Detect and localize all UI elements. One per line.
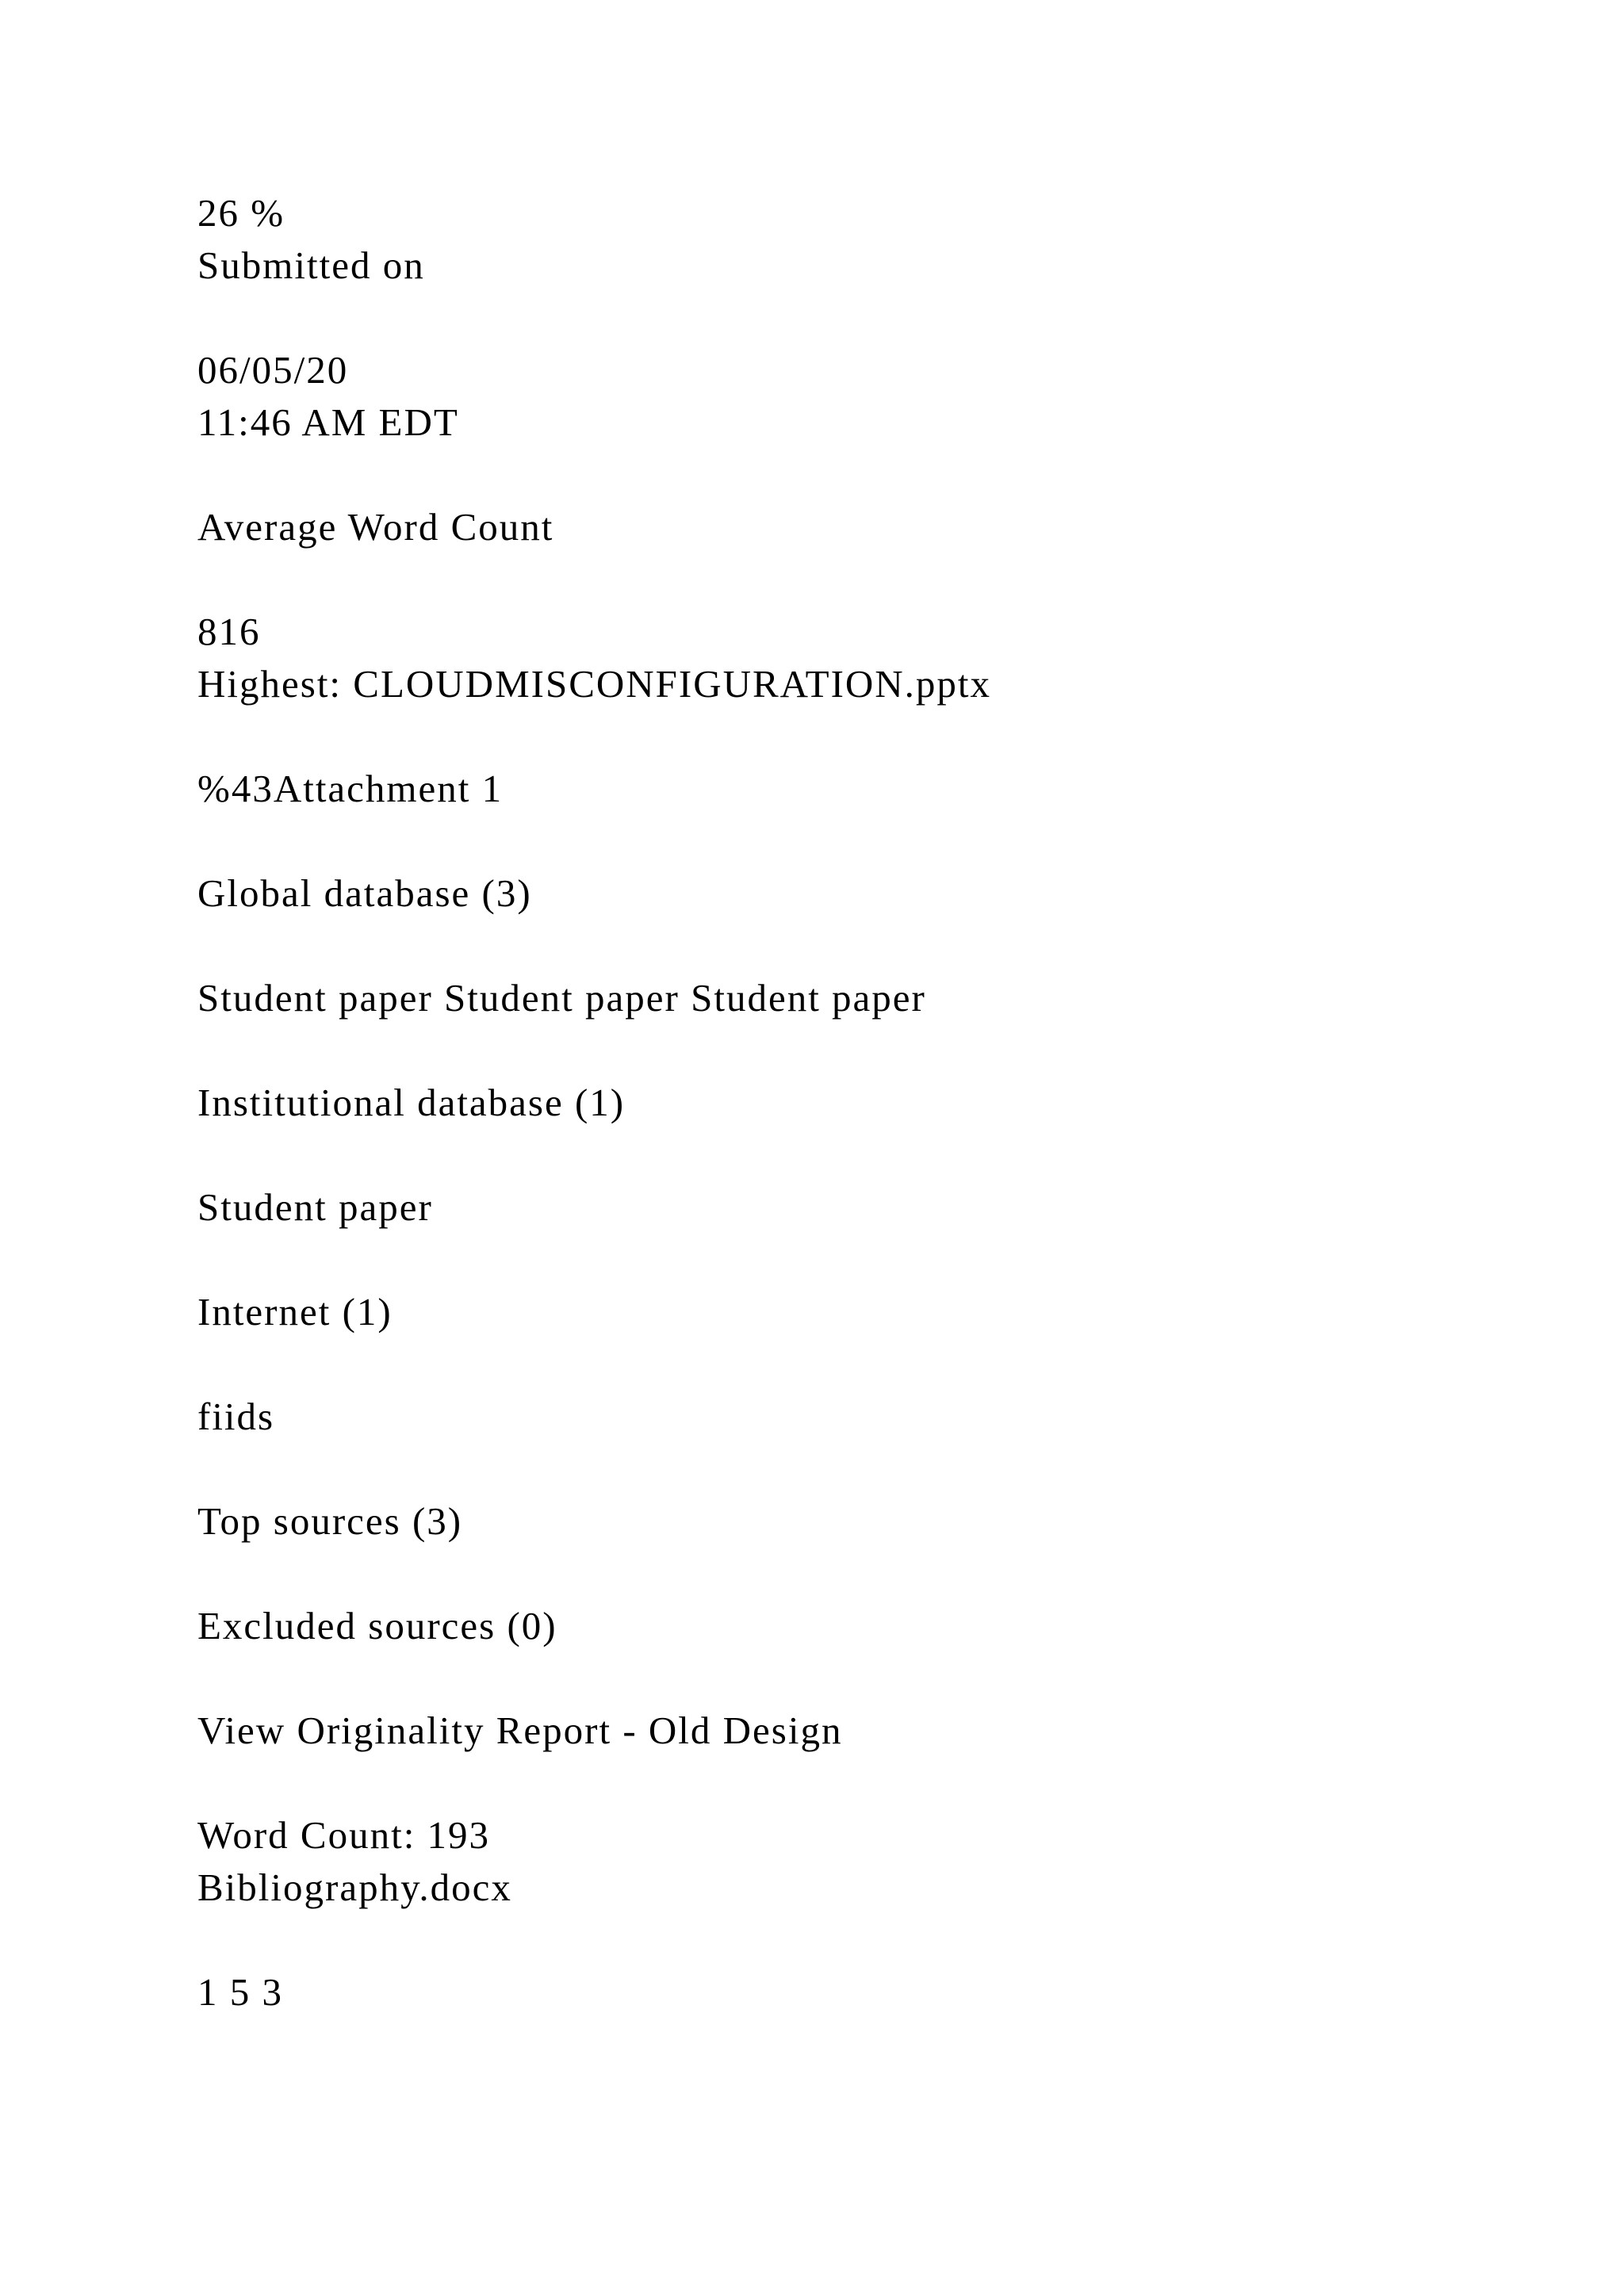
paragraph-excluded-sources [197,1600,1545,1652]
document-body [197,187,1545,2071]
paragraph-submission-datetime [197,344,1545,449]
paragraph-internet-source [197,1391,1545,1443]
average-word-count-label: Average Word Count [197,505,554,549]
institutional-database-source: Student paper [197,1185,433,1229]
similarity-percentage: 26 % [197,191,285,235]
view-originality-report-text: View Originality Report - Old Design [197,1709,843,1752]
internet-heading: Internet (1) [197,1290,393,1334]
highest-file-name: Highest: CLOUDMISCONFIGURATION.pptx [197,662,992,706]
global-database-sources: Student paper Student paper Student paper [197,976,926,1020]
submitted-label: Submitted on [197,243,425,287]
paragraph-bibliography [197,1809,1545,1914]
institutional-database-heading: Institutional database (1) [197,1081,626,1124]
paragraph-view-report [197,1705,1545,1757]
paragraph-word-count-value [197,606,1545,710]
internet-source: fiids [197,1395,275,1438]
paragraph-global-sources [197,972,1545,1024]
number-sequence: 1 5 3 [197,1970,283,2014]
bibliography-file-name: Bibliography.docx [197,1866,512,1909]
submission-date: 06/05/20 [197,348,349,392]
word-count-text: Word Count: 193 [197,1813,491,1857]
top-sources-heading: Top sources (3) [197,1499,463,1543]
submission-time: 11:46 AM EDT [197,400,459,444]
paragraph-attachment [197,763,1545,815]
attachment-label: %43Attachment 1 [197,767,504,810]
average-word-count-value: 816 [197,610,261,653]
paragraph-average-word-count [197,501,1545,553]
paragraph-institutional-database [197,1077,1545,1129]
paragraph-top-sources [197,1495,1545,1548]
global-database-heading: Global database (3) [197,871,532,915]
paragraph-global-database [197,867,1545,920]
paragraph-score [197,187,1545,292]
excluded-sources-heading: Excluded sources (0) [197,1604,557,1647]
paragraph-institutional-sources [197,1181,1545,1234]
paragraph-internet [197,1286,1545,1338]
paragraph-numbers [197,1966,1545,2019]
